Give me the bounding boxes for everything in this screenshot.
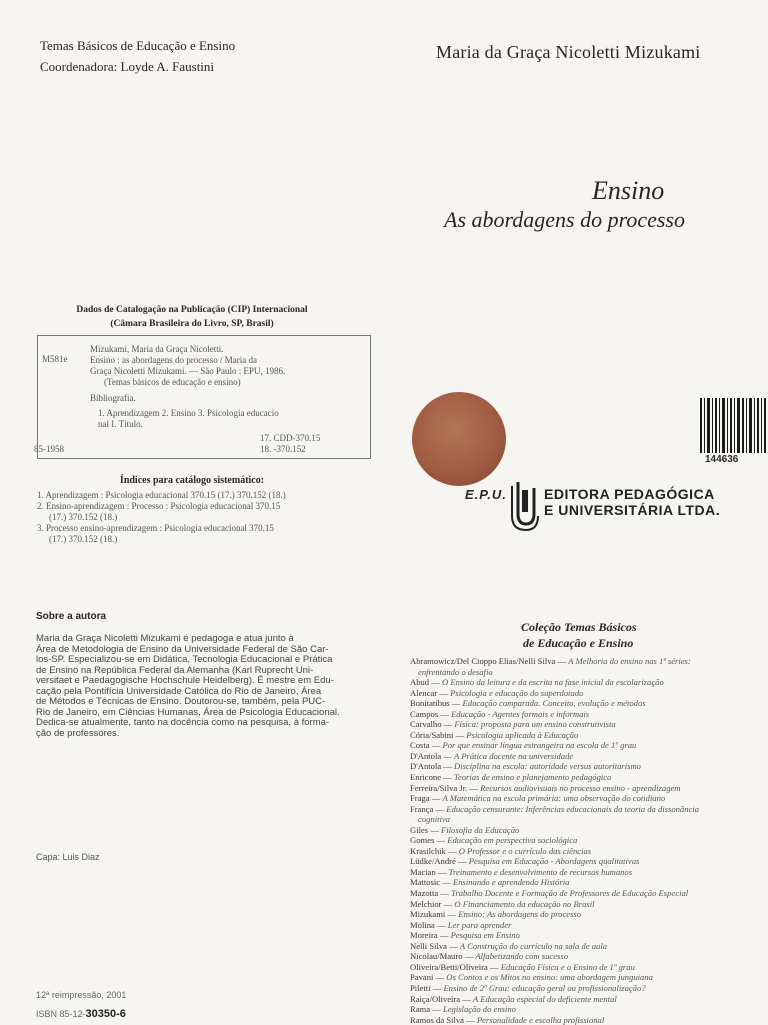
series-block [40,35,235,77]
publisher-line2: E UNIVERSITÁRIA LTDA. [544,502,721,518]
collection-item-title: Personalidade e escolha profissional [476,1014,605,1025]
cip-bibliography: Bibliografia. [90,393,136,403]
collection-item-author: Pavani — [410,972,447,983]
barcode-number: 144636 [705,454,739,465]
collection-item-title: Recursos audiovisuais no processo ensino - aprendizagem [480,782,681,793]
collection-item-author: D'Antola — [410,761,455,772]
book-subtitle: As abordagens do processo [444,207,685,232]
collection-item-author: Moreira — [410,930,451,941]
collection-item [410,1015,760,1025]
collection-item-title: Alfabetizando com sucesso [475,951,569,962]
collection-item-author: Oliveira/Betti/Oliveira — [410,961,501,972]
collection-item-title: O Ensino da leitura e da escrita na fase inicial da escolarização [442,677,664,688]
collection-item [410,877,760,888]
collection-item [410,909,760,920]
collection-item-author: Bonitatibus — [410,698,463,709]
collection-item [410,783,760,794]
collection-item-author: Alencar — [410,687,451,698]
collection-item-title: cognitiva [418,814,450,825]
collection-item-author: Mizukami — [410,909,459,920]
collection-item-author: Nelli Silva — [410,940,460,951]
collection-item-author: Giles — [410,824,442,835]
collection-item [410,730,760,741]
collection-item-title: Educação censurante: Inferências educacionais da teoria da dissonância [446,803,700,814]
collection-item-title: A Matemática na escola primária: uma observação do cotidiano [442,793,666,804]
collection-item-author: Enricone — [410,772,454,783]
collection-item-author: Nicolau/Mauro — [410,951,476,962]
collection-item-author: Ramos da Silva — [410,1014,477,1025]
collection-item-title: Educação Física e o Ensino de 1º grau [500,961,635,972]
collection-item [410,972,760,983]
collection-item-title: Ensino de 2º Grau: educação geral ou profissionalização? [443,982,646,993]
about-heading: Sobre a autora [36,611,107,622]
collection-item-title: Teorias de ensino e planejamento pedagógico [453,772,612,783]
collection-item-author: Mazotta — [410,888,452,899]
collection-item-author: Cória/Sabini — [410,729,467,740]
collection-item-title: Por que ensinar língua estrangeira na escola de 1º grau [442,740,637,751]
collection-item-author: França — [410,803,447,814]
cip-line: Ensino : as abordagens do processo / Maria da [90,355,257,365]
cip-line: Mizukami, Maria da Graça Nicoletti. [90,344,224,354]
collection-item-title: Trabalho Docente e Formação de Professores de Educação Especial [451,888,689,899]
index-entry: 3. Processo ensino-aprendizagem : Psicologia educacional 370.15 [37,523,274,533]
collection-item-author: Costa — [410,740,443,751]
collection-item-title: O Financiamento da educação no Brasil [454,898,595,909]
isbn [36,1008,126,1020]
collection-subheading: de Educação e Ensino [523,636,634,650]
reprint-note: 12ª reimpressão, 2001 [36,990,127,1000]
collection-item [410,793,760,804]
collection-heading: Coleção Temas Básicos [521,620,637,634]
about-line: Maria da Graça Nicoletti Mizukami é pedagoga e atua junto à [36,633,294,644]
collection-item [410,825,760,836]
about-author-text [36,634,346,739]
publisher-short: E.P.U. [465,487,507,502]
collection-item [410,772,760,783]
cip-heading [0,303,384,331]
collection-list [410,656,760,1025]
collection-item-title: Pesquisa em Ensino [450,930,520,941]
cdd-17: 17. CDD-370.15 [260,433,321,443]
collection-item-author: Mattosic — [410,877,453,888]
collection-item [410,804,760,815]
collection-item-title: Pesquisa em Educação - Abordagens qualitativas [468,856,640,867]
collection-item-author: Campos — [410,708,452,719]
collection-item [410,719,760,730]
collection-item-title: Ensinando e aprendendo História [452,877,570,888]
collection-item [410,930,760,941]
collection-item [410,867,760,878]
book-title: Ensino [592,176,665,205]
cip-subjects [98,408,279,430]
collection-item-author: Krasilchik — [410,845,459,856]
isbn-prefix: ISBN 85-12- [36,1009,86,1019]
cover-credit: Capa: Luis Diaz [36,852,100,862]
collection-item [410,983,760,994]
collection-item [410,709,760,720]
collection-item-author: Carvalho — [410,719,455,730]
index-entry: (17.) 370.152 (18.) [49,534,118,544]
collection-item-title: Filosofia da Educação [441,824,520,835]
about-line: de Ensino na República Federal da Alemanha (Karl Ruprecht Uni- [36,664,314,676]
collection-item-title: Física: proposta para um ensino construtivista [454,719,616,730]
publisher-logo-icon [508,480,540,532]
collection-item [410,751,760,762]
collection-item [410,698,760,709]
coordinator: Coordenadora: Loyde A. Faustini [40,59,215,74]
index-entry: 1. Aprendizagem : Psicologia educacional 370.15 (17.) 370.152 (18.) [37,490,286,500]
about-line: cação pela Pontifícia Universidade Católica do Rio de Janeiro, Área [36,685,322,697]
cip-line: Graça Nicoletti Mizukami. — São Paulo : EPU, 1986. [90,366,286,376]
index-entry: 2. Ensino-aprendizagem : Processo : Psicologia educacional 370.15 [37,501,281,511]
collection-item-title: Treinamento e desenvolvimento de recursos humanos [448,866,633,877]
about-line: ção de professores. [36,727,120,739]
about-line: Área de Metodologia de Ensino da Universidade Federal de São Car- [36,643,329,655]
collection-item-title: O Professor e o currículo das ciências [458,845,592,856]
collection-item [410,899,760,910]
collection-item [410,656,760,667]
collection-item-title: Os Contos e os Mitos no ensino: uma abordagem junguiana [446,972,653,983]
collection-item-author: Gomes — [410,835,448,846]
collection-item [410,920,760,931]
cip-record-box [34,335,371,459]
collection-item [410,846,760,857]
about-line: versitaet e Paedagogische Hochschule Heidelberg). É mestre em Edu- [36,675,334,686]
collection-item [410,740,760,751]
collection-item-title: A Melhoria do ensino nas 1ª séries: [568,656,691,666]
collection-item-title: Educação comparada. Conceito, evolução e métodos [462,698,646,709]
collection-item [410,951,760,962]
record-number: 85-1958 [34,444,64,454]
collection-item-author: Abud — [410,677,442,688]
collection-item-title: Psicologia e educação do superdotado [450,687,584,698]
collection-item [410,814,760,825]
collection-item [410,941,760,952]
cdd-18: 18. -370.152 [260,444,306,454]
collection-item-title: Psicologia aplicada à Educação [466,729,579,740]
barcode-image [700,398,766,453]
cover-author: Maria da Graça Nicoletti Mizukami [436,42,701,62]
collection-item [410,856,760,867]
series-name: Temas Básicos de Educação e Ensino [40,38,236,53]
collection-item-title: Legislação do ensino [442,1004,516,1015]
collection-item [410,994,760,1005]
collection-item-title: Educação em perspectiva sociológica [447,835,578,846]
collection-item-title: Disciplina na escola: autoridade versus autoritarismo [454,761,641,772]
collection-item [410,761,760,772]
index-title: Índices para catálogo sistemático: [119,475,265,486]
collection-item [410,677,760,688]
collection-item [410,688,760,699]
collection-item-title: Ensino: As abordagens do processo [458,909,582,920]
cip-line: (Temas básicos de educação e ensino) [104,377,241,387]
cip-subjects-line2: nal I. Título. [98,419,143,429]
collection-item-title: A Construção do currículo na sala de aula [459,940,608,951]
isbn-suffix: 30350-6 [85,1008,126,1020]
collection-item-author: Raiça/Oliveira — [410,993,473,1004]
collection-item-author: Rama — [410,1004,443,1015]
cip-subjects-line1: 1. Aprendizagem 2. Ensino 3. Psicologia educacio [98,408,279,418]
cip-heading-line1: Dados de Catalogação na Publicação (CIP) Internacional [76,305,308,315]
cip-main-entry [90,344,285,388]
collection-item [410,1004,760,1015]
cip-cdd [260,433,320,455]
collection-item-author: Molina — [410,919,448,930]
about-line: de Métodos e Técnicas de Ensino. Doutorou-se, também, pela PUC- [36,696,326,707]
collection-item-author: Abramowicz/Del Cioppo Elias/Nelli Silva — [410,656,569,666]
collection-item-author: Fraga — [410,793,443,804]
collection-item-title: A Educação especial do deficiente mental [473,993,617,1004]
collection-item-author: Lüdke/André — [410,856,469,867]
collection-item-author: D'Antola — [410,750,455,761]
collection-item-author: Ferreira/Silva Jr. — [410,782,481,793]
about-line: Dedica-se atualmente, tanto na docência como na pesquisa, à forma- [36,717,330,728]
about-line: Rio de Janeiro, em Ciências Humanas, Área de Psicologia Educacional. [36,706,340,718]
collection-item-author: Melchior — [410,898,455,909]
collection-item-title: A Prática docente na universidade [454,750,574,761]
collection-item-author: Macian — [410,866,449,877]
collection-item-author: Piletti — [410,982,444,993]
call-number: M581e [42,354,68,364]
coin-sticker [412,392,506,486]
cip-heading-line2: (Câmara Brasileira do Livro, SP, Brasil) [110,319,274,329]
collection-item-title: Ler para aprender [447,919,512,930]
collection-item [410,962,760,973]
systematic-index [37,490,369,545]
collection-item [410,667,760,678]
collection-item [410,835,760,846]
collection-item-title: enfrentando o desafio [418,666,493,677]
about-line: los-SP. Especializou-se em Didática, Tecnologia Educacional e Prática [36,654,333,665]
collection-item [410,888,760,899]
publisher-line1: EDITORA PEDAGÓGICA [544,486,715,502]
index-entry: (17.) 370.152 (18.) [49,512,118,522]
collection-item-title: Educação - Agentes formais e informais [451,708,590,719]
